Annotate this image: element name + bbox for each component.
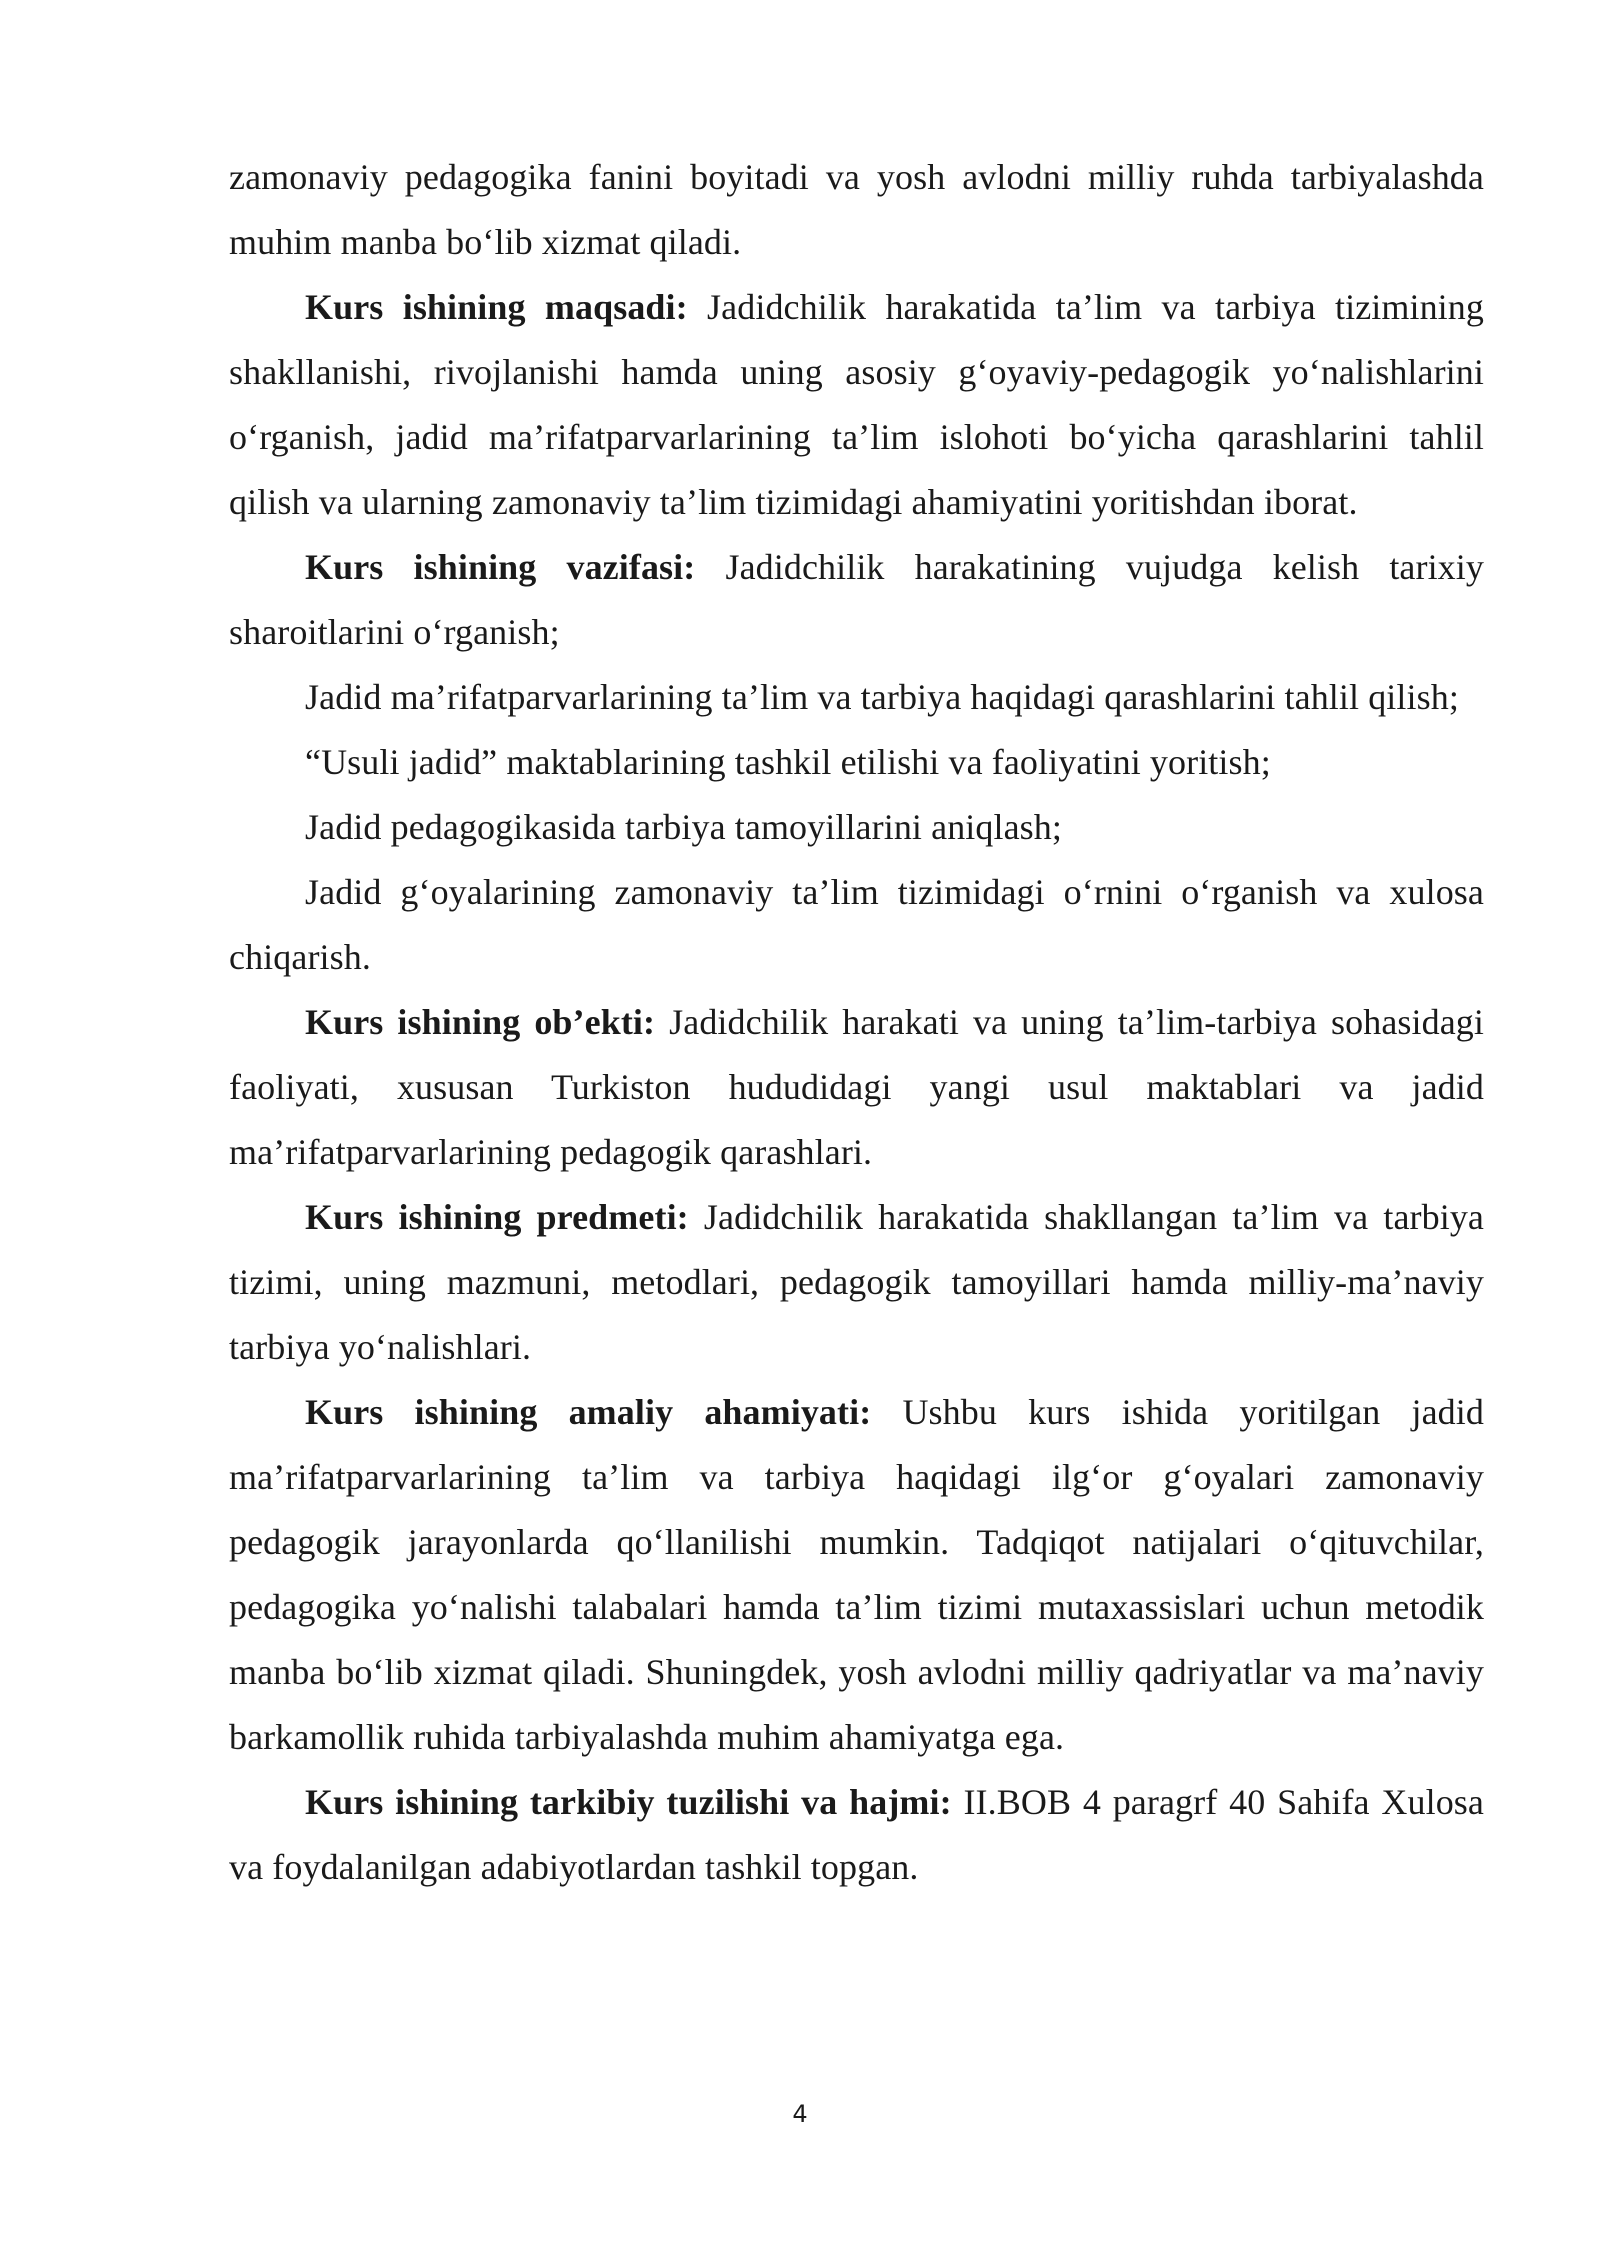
paragraph-object: [229, 990, 1484, 1185]
paragraph-text: Jadidchilik harakatida shakllangan ta’lim va tarbiya tizimi, uning mazmuni, metodlari, pedagogik tamoyillari hamda milliy-ma’naviy tarbiya yo‘nalishlari.: [229, 1197, 1484, 1367]
paragraph-structure: [229, 1770, 1484, 1900]
task-item: [229, 730, 1484, 795]
paragraph-subject: [229, 1185, 1484, 1380]
paragraph-heading: Kurs ishining amaliy ahamiyati:: [305, 1392, 872, 1432]
paragraph-heading: Kurs ishining tarkibiy tuzilishi va hajmi:: [305, 1782, 952, 1822]
paragraph-heading: Kurs ishining predmeti:: [305, 1197, 689, 1237]
paragraph-text: Jadid pedagogikasida tarbiya tamoyillarini aniqlash;: [305, 807, 1062, 847]
paragraph-text: Jadidchilik harakatining vujudga kelish tarixiy sharoitlarini o‘rganish;: [229, 547, 1484, 652]
paragraph-tasks: [229, 535, 1484, 665]
paragraph-text: zamonaviy pedagogika fanini boyitadi va yosh avlodni milliy ruhda tarbiyalashda muhim manba bo‘lib xizmat qiladi.: [229, 157, 1484, 262]
task-item: [229, 795, 1484, 860]
paragraph-heading: Kurs ishining ob’ekti:: [305, 1002, 656, 1042]
paragraph-text: “Usuli jadid” maktablarining tashkil etilishi va faoliyatini yoritish;: [305, 742, 1271, 782]
paragraph-text: II.BOB 4 paragrf 40 Sahifa Xulosa va foydalanilgan adabiyotlardan tashkil topgan.: [229, 1782, 1484, 1887]
paragraph-goal: [229, 275, 1484, 535]
paragraph-text: Jadidchilik harakati va uning ta’lim-tarbiya sohasidagi faoliyati, xususan Turkiston hududidagi yangi usul maktablari va jadid ma’rifatparvarlarining pedagogik qarashlari.: [229, 1002, 1485, 1172]
paragraph-text: Jadidchilik harakatida ta’lim va tarbiya tizimining shakllanishi, rivojlanishi hamda uning asosiy g‘oyaviy-pedagogik yo‘nalishlarini o‘rganish, jadid ma’rifatparvarlarining ta’lim islohoti bo‘yicha qarashlarini tahlil qilish va ularning zamonaviy ta’lim tizimidagi ahamiyatini yoritishdan iborat.: [229, 287, 1484, 522]
page-number: 4: [792, 2100, 808, 2128]
task-item: [229, 860, 1484, 990]
paragraph-heading: Kurs ishining vazifasi:: [305, 547, 696, 587]
task-item: [229, 665, 1484, 730]
paragraph-text: Jadid ma’rifatparvarlarining ta’lim va tarbiya haqidagi qarashlarini tahlil qilish;: [305, 677, 1459, 717]
paragraph-intro-continuation: [229, 145, 1484, 275]
paragraph-heading: Kurs ishining maqsadi:: [305, 287, 688, 327]
paragraph-practical-significance: [229, 1380, 1484, 1770]
paragraph-text: Jadid g‘oyalarining zamonaviy ta’lim tizimidagi o‘rnini o‘rganish va xulosa chiqarish.: [229, 872, 1484, 977]
document-page: [229, 145, 1484, 1900]
paragraph-text: Ushbu kurs ishida yoritilgan jadid ma’rifatparvarlarining ta’lim va tarbiya haqidagi ilg‘or g‘oyalari zamonaviy pedagogik jarayonlarda qo‘llanilishi mumkin. Tadqiqot natijalari o‘qituvchilar, pedagogika yo‘nalishi talabalari hamda ta’lim tizimi mutaxassislari uchun metodik manba bo‘lib xizmat qiladi. Shuningdek, yosh avlodni milliy qadriyatlar va ma’naviy barkamollik ruhida tarbiyalashda muhim ahamiyatga ega.: [229, 1392, 1484, 1757]
